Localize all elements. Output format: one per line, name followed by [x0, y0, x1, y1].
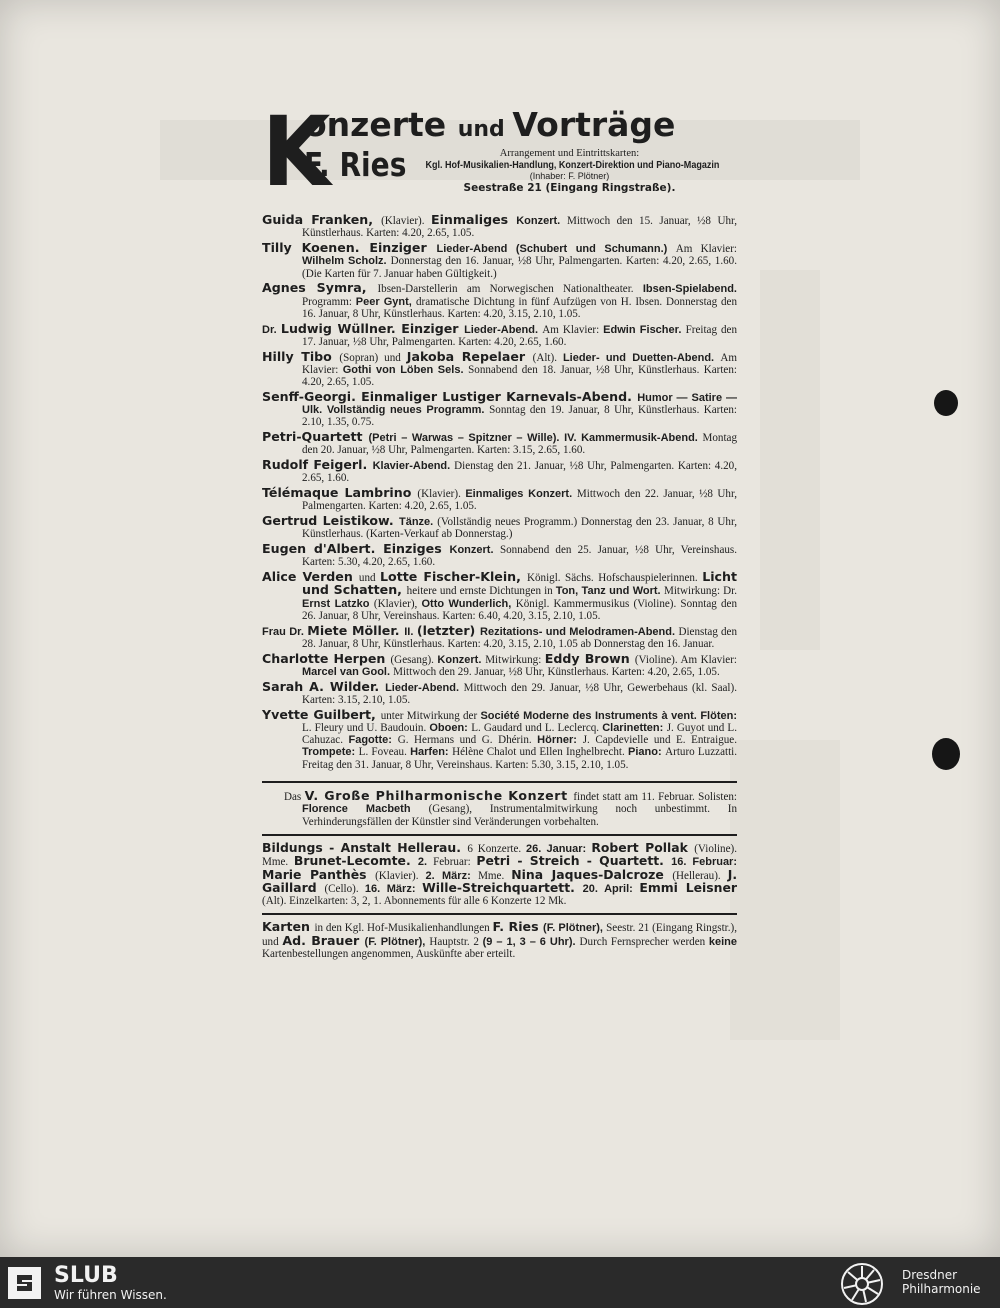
performer-name: Senff-Georgi. Einmaliger Lustiger Karnevals-Abend. — [262, 388, 638, 404]
bold-text: Ton, Tanz und Wort. — [555, 585, 664, 598]
concert-entry — [262, 678, 737, 707]
bleed-through-shape — [730, 740, 840, 1040]
body-text: (Violine). Mme. — [262, 842, 737, 869]
concert-entry — [262, 650, 737, 679]
body-text: (Violine). Am Klavier: — [634, 653, 737, 666]
bold-text: Dr. — [262, 323, 281, 336]
body-text: (Klavier), — [373, 597, 422, 610]
punch-hole — [932, 738, 960, 770]
philharmonie-line1: Dresdner — [902, 1268, 958, 1282]
performer-name: Ludwig Wüllner. Einziger — [280, 320, 465, 336]
body-text: L. Fleury und U. Baudouin. — [302, 721, 430, 734]
shop-line: Kgl. Hof-Musikalien-Handlung, Konzert-Direktion und Piano-Magazin — [425, 158, 720, 171]
performer-name: Wille-Streichquartett. — [422, 879, 583, 895]
performer-name: Tilly Koenen. Einziger — [262, 239, 437, 255]
body-text: Dienstag den 28. Januar, 8 Uhr, Künstlerhaus. Karten: 4.20, 3.15, 2.10, 1.05 ab Donnerstag den 16. Januar. — [302, 625, 737, 650]
performer-name: V. Große Philharmonische Konzert — [304, 788, 574, 804]
concert-entry — [262, 214, 737, 240]
body-text: heitere und ernste Dichtungen in — [406, 585, 556, 598]
bold-text: (9 – 1, 3 – 6 Uhr). — [482, 935, 580, 948]
body-text: (Sopran) und — [339, 351, 407, 364]
body-text: (Gesang), Instrumentalmitwirkung noch unbestimmt. In Verhinderungsfällen der Künstler sind Veränderungen vorbehalten. — [302, 803, 737, 828]
masthead-details — [402, 148, 737, 194]
body-text: (Cello). — [324, 882, 365, 895]
performer-name: Gertrud Leistikow. — [262, 513, 399, 529]
performer-name: Jakoba Repelaer — [406, 348, 533, 364]
body-text: J. Guyot und L. Cahuzac. — [302, 721, 737, 747]
performer-name: Robert Pollak — [591, 839, 695, 855]
body-text: J. Capdevielle und E. Entraigue. — [582, 734, 737, 747]
performer-name: Charlotte Herpen — [262, 650, 391, 666]
body-text: Sonnabend den 18. Januar, ½8 Uhr, Künstlerhaus. Karten: 4.20, 2.65, 1.05. — [302, 363, 737, 389]
body-text: Durch Fernsprecher werden — [579, 935, 709, 948]
performer-name: Petri - Streich - Quartett. — [476, 853, 672, 869]
bold-text: Fagotte: — [348, 734, 398, 747]
punch-hole — [934, 390, 958, 416]
ticket-info — [262, 913, 737, 960]
concert-entry — [262, 571, 737, 622]
bold-text: Wilhelm Scholz. — [302, 255, 391, 268]
bold-text: Lieder- und Duetten-Abend. — [562, 351, 721, 364]
body-text: Mittwoch den 29. Januar, ½8 Uhr, Künstlerhaus. Karten: 4.20, 2.65, 1.05. — [393, 665, 720, 678]
body-text: Freitag den 17. Januar, ½8 Uhr, Palmengarten. Karten: 4.20, 2.65, 1.60. — [302, 323, 738, 348]
bold-text: 20. April: — [582, 882, 640, 895]
body-text: Königl. Sächs. Hofschauspielerinnen. — [526, 572, 703, 585]
body-text: 6 Konzerte. — [467, 842, 527, 855]
body-text: G. Hermans und G. Dhérin. — [397, 734, 538, 747]
body-text: Programm: — [302, 295, 356, 308]
title-part: Vorträge — [512, 105, 676, 144]
concert-entry — [262, 622, 737, 651]
bold-text: (Petri – Warwas – Spitzner – Wille). IV. Kammermusik-Abend. — [368, 432, 703, 445]
performer-name: Petri-Quartett — [262, 429, 369, 445]
body-text: Februar: — [433, 856, 477, 869]
bold-text: Marcel van Gool. — [302, 665, 394, 678]
concert-entry — [262, 543, 737, 569]
body-text: (Gesang). — [390, 653, 438, 666]
bold-text: Otto Wunderlich, — [421, 597, 516, 610]
bold-text: 16. Februar: — [671, 856, 738, 869]
performer-name: Sarah A. Wilder. — [262, 678, 386, 694]
performer-name: Eddy Brown — [544, 650, 635, 666]
body-text: (Hellerau). — [672, 869, 728, 882]
performer-name: Guida Franken, — [262, 212, 382, 227]
bold-text: II. — [404, 625, 417, 638]
bold-text: 26. Januar: — [526, 842, 592, 855]
bold-text: Trompete: — [302, 746, 359, 759]
body-text: Hélène Chalot und Ellen Inghelbrecht. — [452, 746, 628, 759]
performer-name: Bildungs - Anstalt Hellerau. — [262, 839, 468, 855]
bold-text: 2. — [417, 856, 434, 869]
slub-name: SLUB — [54, 1263, 118, 1288]
concert-list — [262, 214, 737, 771]
body-text: Sonntag den 19. Januar, 8 Uhr, Künstlerhaus. Karten: 2.10, 1.35, 0.75. — [302, 404, 737, 429]
program-column — [262, 96, 738, 960]
performer-name: Ad. Brauer — [282, 932, 365, 948]
body-text: (Alt). Einzelkarten: 3, 2, 1. Abonnements für alle 6 Konzerte 12 Mk. — [262, 895, 567, 908]
body-text: (Vollständig neues Programm.) Donnerstag den 23. Januar, 8 Uhr, Künstlerhaus. (Karten-Verkauf ab Donnerstag.) — [302, 516, 737, 541]
bold-text: (F. Plötner), — [364, 935, 430, 948]
bold-text: (F. Plötner), — [543, 922, 607, 935]
concert-entry — [262, 487, 737, 513]
company-name: F. Ries — [304, 145, 407, 184]
bold-text: Lieder-Abend (Schubert und Schumann.) — [436, 242, 676, 255]
bold-text: Humor — Satire — Ulk. Vollständig neues Programm. — [302, 391, 737, 417]
body-text: Am Klavier: — [542, 323, 604, 336]
concert-entry — [262, 515, 737, 541]
viewer-footer — [0, 1257, 1000, 1308]
page-title — [304, 106, 675, 149]
philharmonie-line2: Philharmonie — [902, 1282, 981, 1296]
bold-text: Florence Macbeth — [302, 803, 429, 816]
concert-entry — [262, 706, 738, 771]
body-text: (Klavier). — [381, 215, 431, 227]
concert-entry — [262, 239, 737, 280]
performer-name: J. Gaillard — [262, 866, 738, 895]
performer-name: Emmi Leisner — [639, 879, 737, 895]
philharmonie-name — [902, 1268, 981, 1296]
performer-name: Hilly Tibo — [262, 348, 340, 364]
concert-entry — [262, 459, 737, 485]
body-text: dramatische Dichtung in fünf Aufzügen von H. Ibsen. Donnerstag den 16. Januar, 8 Uhr, Künstlerhaus. Karten: 4.20, 3.15, 2.10, 1.05. — [302, 295, 737, 320]
body-text: Mme. — [478, 869, 512, 882]
bold-text: Ibsen-Spielabend. — [642, 283, 737, 296]
body-text: Königl. Kammermusikus (Violine). Sonntag den 26. Januar, 8 Uhr, Vereinshaus. Karten: 6.40, 4.20, 3.15, 2.10, 1.05. — [302, 597, 737, 622]
performer-name: Miete Möller. — [307, 622, 405, 638]
title-part: und — [457, 117, 513, 142]
performer-name: Rudolf Feigerl. — [262, 457, 373, 473]
performer-name: Yvette Guilbert, — [262, 706, 381, 722]
performer-name: Marie Panthès — [262, 866, 376, 882]
body-text: Seestr. 21 (Eingang Ringstr.), und — [262, 922, 737, 948]
body-text: Sonnabend den 25. Januar, ½8 Uhr, Vereinshaus. Karten: 5.30, 4.20, 2.65, 1.60. — [302, 544, 738, 569]
bold-text: Hörner: — [537, 734, 583, 747]
body-text: L. Gaudard und L. Leclercq. — [471, 721, 603, 734]
bold-text: Piano: — [628, 746, 666, 759]
concert-entry — [262, 348, 737, 389]
performer-name: Alice Verden — [262, 569, 359, 585]
performer-name: Licht und Schatten, — [302, 569, 737, 598]
title-part: onzerte — [304, 105, 458, 144]
bold-text: Gothi von Löben Sels. — [342, 363, 469, 376]
body-text: (Alt). — [532, 351, 563, 364]
body-text: Mitwirkung: — [485, 653, 545, 666]
body-text: und — [358, 572, 381, 585]
body-text: L. Foveau. — [358, 746, 411, 759]
address-line: Seestraße 21 (Eingang Ringstraße). — [463, 181, 676, 194]
bold-text: Konzert. — [449, 544, 500, 557]
body-text: Mittwoch den 22. Januar, ½8 Uhr, Palmengarten. Karten: 4.20, 2.65, 1.05. — [302, 488, 737, 513]
body-text: in den Kgl. Hof-Musikalienhandlungen — [314, 922, 493, 935]
bold-text: Peer Gynt, — [355, 295, 416, 308]
body-text: Hauptstr. 2 — [429, 935, 483, 948]
performer-name: Nina Jaques-Dalcroze — [511, 866, 673, 882]
masthead — [262, 96, 737, 208]
body-text: Mittwoch den 15. Januar, ½8 Uhr, Künstlerhaus. Karten: 4.20, 2.65, 1.05. — [302, 215, 738, 240]
performer-name: (letzter) — [416, 622, 481, 638]
body-text: Kartenbestellungen angenommen, Auskünfte aber erteilt. — [262, 948, 516, 960]
body-text: (Klavier). — [375, 869, 426, 882]
body-text: unter Mitwirkung der — [380, 709, 481, 722]
bold-text: 16. März: — [364, 882, 423, 895]
bold-text: Frau Dr. — [262, 625, 308, 638]
title-initial: K — [262, 96, 327, 208]
performer-name: Karten — [262, 919, 315, 935]
bold-text: Oboen: — [429, 721, 472, 734]
performer-name: Lotte Fischer-Klein, — [380, 569, 527, 585]
body-text: Mittwoch den 29. Januar, ½8 Uhr, Gewerbehaus (kl. Saal). Karten: 3.15, 2.10, 1.05. — [302, 681, 737, 706]
bold-text: Ernst Latzko — [302, 597, 374, 610]
body-text: Dienstag den 21. Januar, ½8 Uhr, Palmengarten. Karten: 4.20, 2.65, 1.60. — [302, 460, 737, 485]
bold-text: Clarinetten: — [602, 721, 667, 734]
body-text: Donnerstag den 16. Januar, ½8 Uhr, Palmengarten. Karten: 4.20, 2.65, 1.60. (Die Karten für 7. Januar haben Gültigkeit.) — [302, 255, 737, 280]
bold-text: Konzert. — [516, 215, 567, 227]
performer-name: Brunet-Lecomte. — [293, 853, 418, 869]
bold-text: Klavier-Abend. — [372, 460, 455, 473]
performer-name: Télémaque Lambrino — [262, 485, 418, 501]
body-text: Arturo Luzzatti. Freitag den 31. Januar, 8 Uhr, Vereinshaus. Karten: 5.30, 3.15, 2.10, 1.05. — [302, 746, 738, 771]
performer-name: Agnes Symra, — [262, 280, 378, 296]
body-text: Das — [284, 791, 305, 804]
bold-text: Einmaliges Konzert. — [465, 488, 577, 501]
bold-text: Edwin Fischer. — [603, 323, 686, 336]
bold-text: Konzert. — [437, 653, 486, 666]
body-text: Montag den 20. Januar, ½8 Uhr, Palmengarten. Karten: 3.15, 2.65, 1.60. — [302, 432, 737, 457]
slub-tagline: Wir führen Wissen. — [54, 1288, 167, 1302]
bold-text: Tänze. — [398, 516, 438, 529]
owner-line: (Inhaber: F. Plötner) — [529, 171, 610, 181]
concert-entry — [262, 320, 738, 349]
concert-entry — [262, 388, 737, 429]
performer-name: F. Ries — [492, 919, 544, 935]
body-text: Ibsen-Darstellerin am Norwegischen Nationaltheater. — [377, 283, 643, 296]
body-text: Am Klavier: — [675, 242, 737, 255]
hellerau-concerts — [262, 834, 737, 907]
bold-text: 2. März: — [425, 869, 479, 882]
concert-entry — [262, 431, 737, 457]
bold-text: Harfen: — [410, 746, 453, 759]
bold-text: Lieder-Abend. — [385, 681, 464, 694]
concert-entry — [262, 282, 737, 320]
body-text: Mitwirkung: Dr. — [663, 585, 738, 598]
philharmonic-notice — [262, 781, 737, 828]
slub-logo-icon — [8, 1267, 41, 1299]
performer-name: Einmaliges — [430, 212, 517, 227]
bold-text: keine — [708, 935, 738, 948]
bold-text: Société Moderne des Instruments à vent. Flöten: — [480, 709, 737, 722]
bleed-through-shape — [760, 270, 820, 650]
bold-text: Rezitations- und Melodramen-Abend. — [480, 625, 679, 638]
body-text: Am Klavier: — [302, 351, 737, 376]
arrangement-line: Arrangement und Eintrittskarten: — [499, 148, 640, 159]
philharmonie-logo-icon — [840, 1262, 884, 1306]
body-text: findet statt am 11. Februar. Solisten: — [573, 791, 737, 804]
body-text: (Klavier). — [417, 488, 466, 501]
bold-text: Lieder-Abend. — [464, 323, 543, 336]
performer-name: Eugen d'Albert. Einziges — [262, 541, 450, 557]
